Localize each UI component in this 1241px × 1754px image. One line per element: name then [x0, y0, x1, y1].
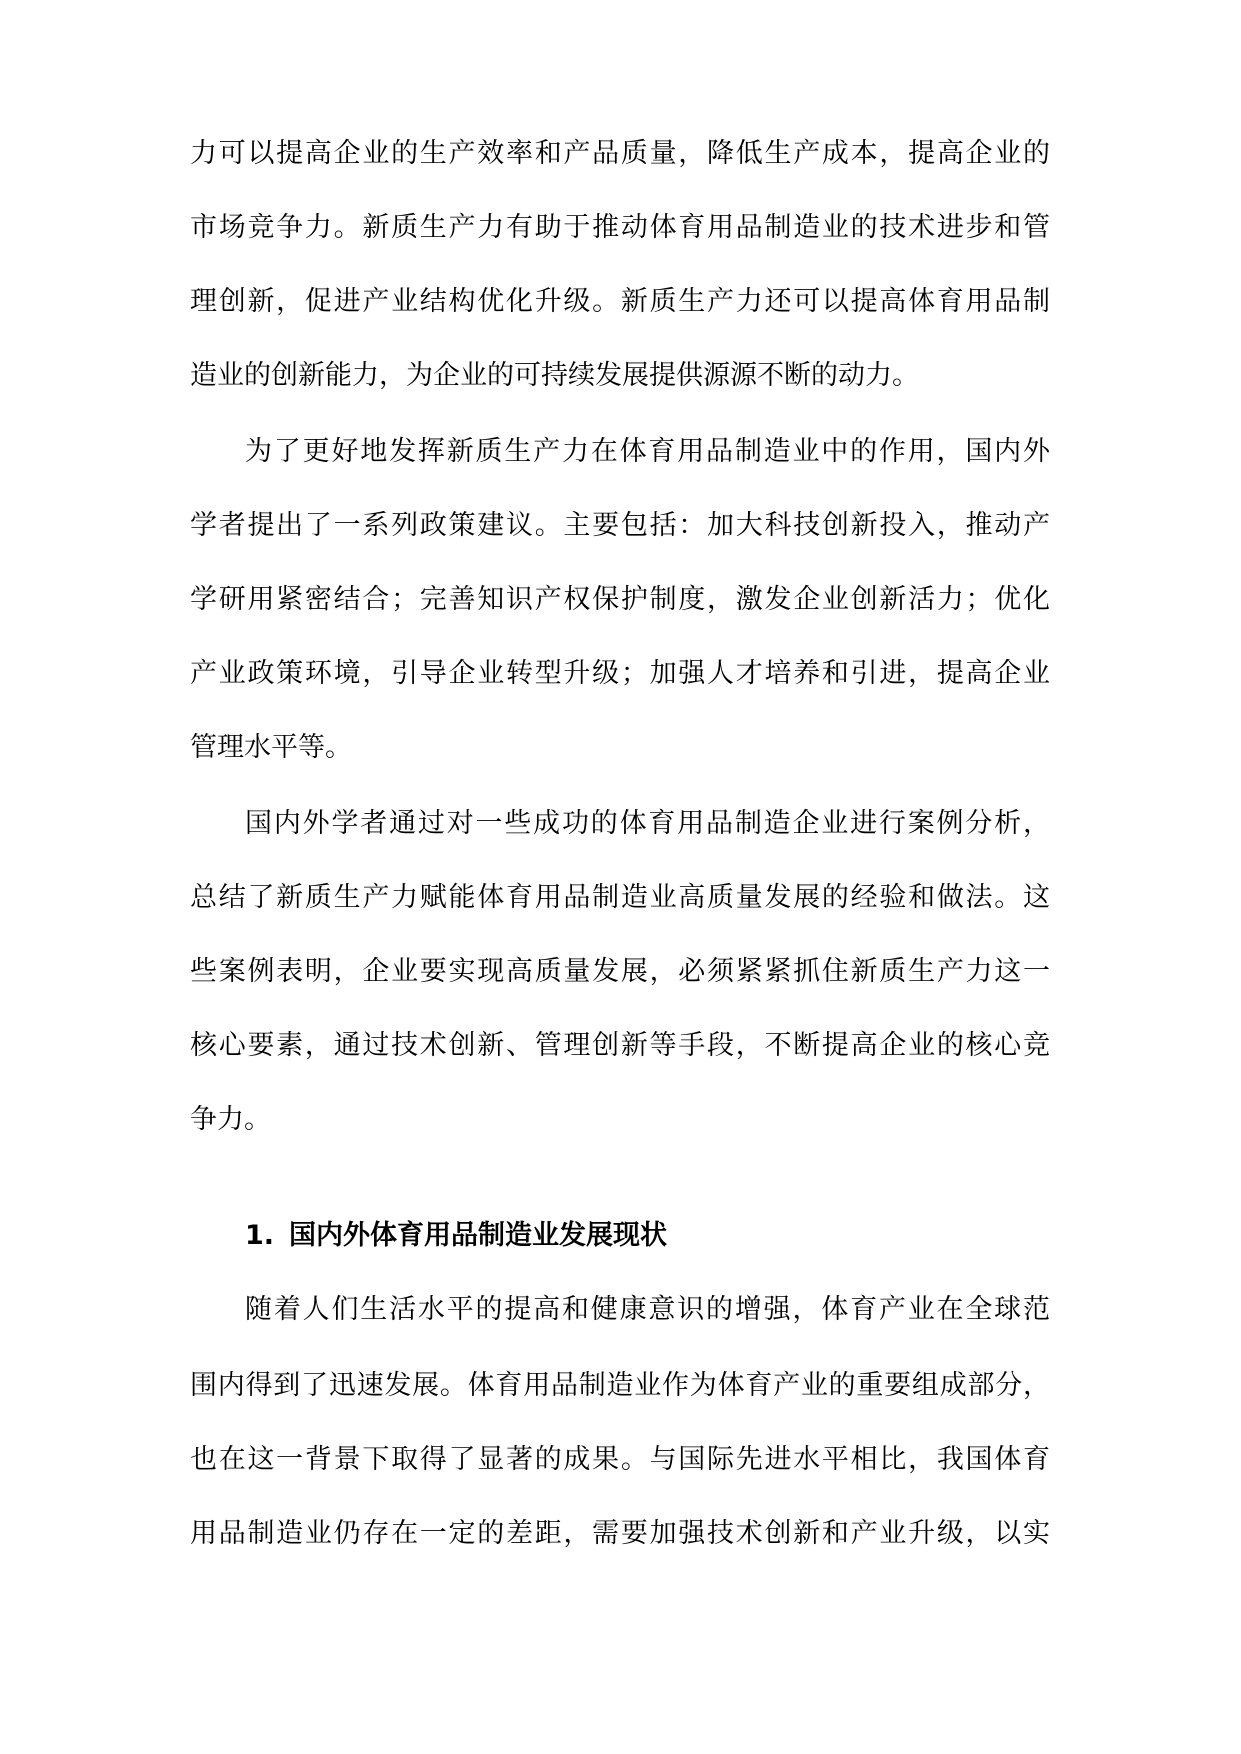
paragraph-line: 理创新，促进产业结构优化升级。新质生产力还可以提高体育用品制	[190, 286, 1050, 317]
section-number: 1.	[245, 1220, 275, 1251]
paragraph-line: 用品制造业仍存在一定的差距，需要加强技术创新和产业升级，以实	[190, 1518, 1050, 1549]
paragraph-line: 些案例表明，企业要实现高质量发展，必须紧紧抓住新质生产力这一	[190, 956, 1050, 987]
paragraph-line: 学者提出了一系列政策建议。主要包括：加大科技创新投入，推动产	[190, 510, 1050, 541]
paragraph-line: 核心要素，通过技术创新、管理创新等手段，不断提高企业的核心竞	[190, 1030, 1050, 1061]
paragraph-line: 造业的创新能力，为企业的可持续发展提供源源不断的动力。	[190, 360, 919, 391]
paragraph-line: 围内得到了迅速发展。体育用品制造业作为体育产业的重要组成部分，	[190, 1370, 1050, 1401]
paragraph-line: 学研用紧密结合；完善知识产权保护制度，激发企业创新活力；优化	[190, 584, 1050, 615]
paragraph-line: 市场竞争力。新质生产力有助于推动体育用品制造业的技术进步和管	[190, 212, 1050, 243]
section-heading	[245, 1218, 667, 1254]
paragraph-line: 为了更好地发挥新质生产力在体育用品制造业中的作用，国内外	[245, 436, 1050, 467]
paragraph-line: 力可以提高企业的生产效率和产品质量，降低生产成本，提高企业的	[190, 138, 1050, 169]
paragraph-line: 产业政策环境，引导企业转型升级；加强人才培养和引进，提高企业	[190, 658, 1050, 689]
paragraph-line: 也在这一背景下取得了显著的成果。与国际先进水平相比，我国体育	[190, 1444, 1050, 1475]
paragraph-line: 随着人们生活水平的提高和健康意识的增强，体育产业在全球范	[245, 1294, 1050, 1325]
paragraph-line: 管理水平等。	[190, 732, 352, 763]
paragraph-line: 争力。	[190, 1104, 271, 1135]
section-title: 国内外体育用品制造业发展现状	[289, 1220, 667, 1251]
paragraph-line: 国内外学者通过对一些成功的体育用品制造企业进行案例分析，	[245, 808, 1050, 839]
paragraph-line: 总结了新质生产力赋能体育用品制造业高质量发展的经验和做法。这	[190, 882, 1050, 913]
